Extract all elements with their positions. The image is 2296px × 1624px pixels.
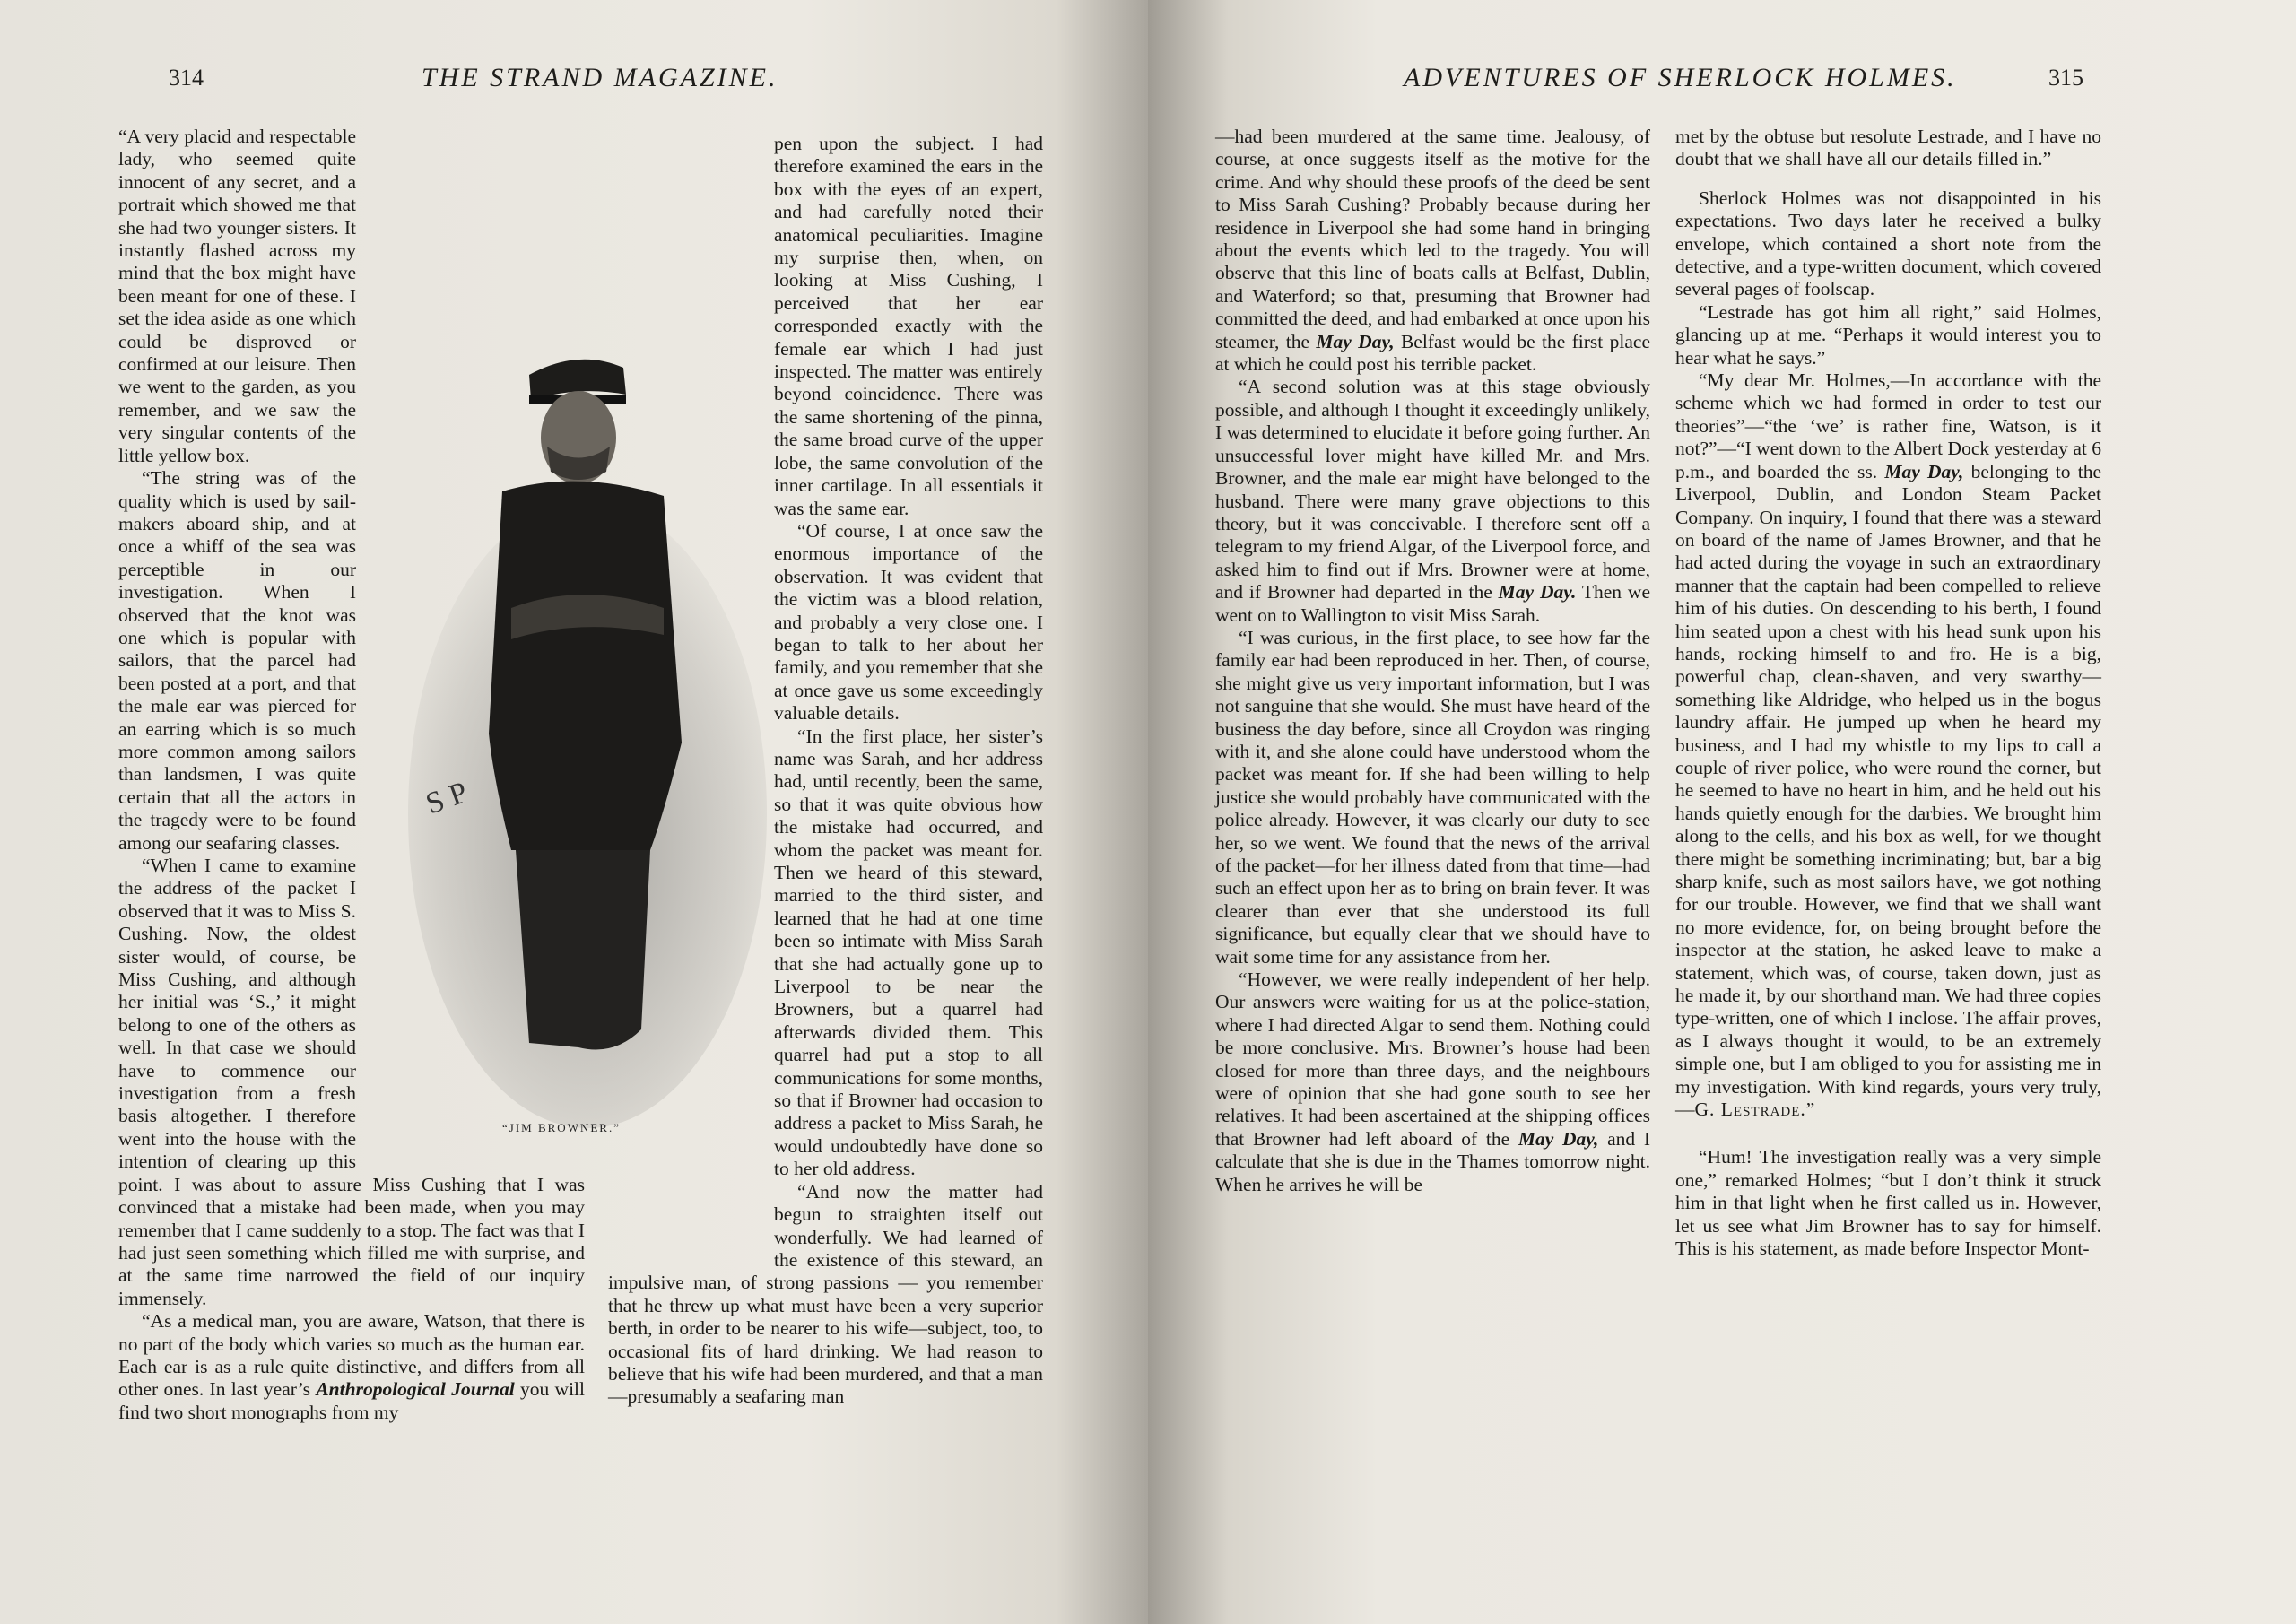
paragraph: “In the first place, her sister’s name was Sarah, and her address had, until recently, been the same, so that it was quite obvious how the mistake had occurred, and whom the packet was meant for. Then we heard of this steward, married to the third sister, and learned that he had at one time been so intimate with Miss Sarah that she had actually gone up to Liverpool to be near the Browners, but a quarrel had afterwards divided them. This quarrel had put a stop to all communications for some months, so that if Browner had occasion to address a packet to Miss Sarah, he would undoubtedly have done so to her old address. xyxy=(774,725,1043,1180)
text-run: “My dear Mr. Holmes,—In accordance with the scheme which we had formed in order to test our theories”—“the ‘we’ is rather fine, Watson, is it not?”—“I went down to the Albert Dock yesterday at 6 p.m., and boarded the ss. xyxy=(1675,369,2101,482)
right-column-1 xyxy=(1215,126,1650,1196)
ship-name: May Day, xyxy=(1884,460,1964,482)
paragraph xyxy=(1215,376,1650,626)
paragraph xyxy=(1215,968,1650,1196)
paragraph: “A very placid and respectable lady, who seemed quite innocent of any secret, and a portrait which showed me that she had two younger sisters. It instantly flashed across my mind that the box might have been meant for one of these. I set the idea aside as one which could be disproved or confirmed at our leisure. Then we went to the garden, as you remember, and we saw the very singular contents of the little yellow box. xyxy=(118,126,356,466)
right-page xyxy=(1148,0,2296,1624)
text-run: —had been murdered at the same time. Jealousy, of course, at once suggests itself as the motive for the crime. And why should these proofs of the deed be sent to Miss Sarah Cushing? Probably because during her residence in Liverpool she had some hand in bringing about the events which led to the tragedy. You will observe that this line of boats calls at Belfast, Dublin, and Waterford; so that, presuming that Browner had committed the deed, and had embarked at once upon his steamer, the xyxy=(1215,126,1650,352)
paragraph: “Hum! The investigation really was a very simple one,” remarked Holmes; “but I don’t think it struck him in that light when he first called us in. However, let us see what Jim Browner has to say for himself. This is his statement, as made before Inspector Mont- xyxy=(1675,1146,2101,1260)
paragraph xyxy=(1675,369,2101,1121)
paragraph: “And now the matter had begun to straighten itself out wonderfully. We had learned of the existence of this steward, an impulsive man, of strong passions — you remember that he threw up what must have been a very superior berth, in order to be nearer to his wife—subject, too, to occasional fits of hard drinking. We had reason to believe that his wife had been murdered, and that a man—presumably a seafaring man xyxy=(608,1180,1043,1408)
paragraph: Sherlock Holmes was not disappointed in his expectations. Two days later he received a bulky envelope, which contained a short note from the detective, and a type-written document, which covered several pages of foolscap. xyxy=(1675,187,2101,300)
artist-signature: S P xyxy=(422,775,473,821)
text-run: Then we went on to Wallington to visit Miss Sarah. xyxy=(1215,581,1651,626)
text-run: Belfast would be the first place at which he could post his terrible packet. xyxy=(1215,330,1650,376)
illustration-caption: “JIM BROWNER.” xyxy=(502,1121,621,1134)
paragraph xyxy=(1215,126,1650,376)
right-column-2 xyxy=(1675,126,2101,1261)
ship-name: May Day, xyxy=(1316,330,1395,352)
coat-shape xyxy=(489,482,682,850)
left-running-head: THE STRAND MAGAZINE. xyxy=(422,63,778,92)
legs-shape xyxy=(516,850,650,1050)
paragraph: “Of course, I at once saw the enormous importance of the observation. It was evident that the victim was a blood relation, and probably a very close one. I began to talk to her about her family, and you remember that she at once gave us some exceedingly valuable details. xyxy=(774,519,1043,725)
text-run: “However, we were really independent of her help. Our answers were waiting for us at the police-station, where I had directed Algar to send them. Nothing could be more conclusive. Mrs. Browner’s house had been closed for more than three days, and the neighbours were of opinion that she had gone south to see her relatives. It had been ascertained at the shipping offices that Browner had left aboard of the xyxy=(1215,968,1650,1150)
paragraph: pen upon the subject. I had therefore examined the ears in the box with the eyes of an expert, and had carefully noted their anatomical peculiarities. Imagine my surprise then, when, on looking at Miss Cushing, I perceived that her ear corresponded exactly with the female ear which I had just inspected. The matter was entirely beyond coincidence. There was the same shortening of the pinna, the same broad curve of the upper lobe, the same convolution of the inner cartilage. In all essentials it was the same ear. xyxy=(774,133,1043,519)
text-run: belonging to the Liverpool, Dublin, and London Steam Packet Company. On inquiry, I found that there was a steward on board of the name of James Browner, and that he had acted during the voyage in such an extraordinary manner that the captain had been compelled to relieve him of his duties. On descending to his berth, I found him seated upon a chest with his head sunk upon his hands, rocking himself to and fro. He is a big, powerful chap, clean-shaven, and very swarthy—something like Aldridge, who helped us in the bogus laundry affair. He jumped up when he heard my business, and I had my whistle to my lips to call a couple of river police, who were round the corner, but he seemed to have no heart in him, and he held out his hands quietly enough for the darbies. We brought him along to the cells, and his box as well, for we thought there might be something incriminating; but, bar a big sharp knife, such as most sailors have, we got nothing for our trouble. However, we find that we shall want no more evidence, for, on being brought before the inspector at the station, he asked leave to make a statement, which was, of course, taken down, just as he made it, by our shorthand man. We had three copies type-written, one of which I inclose. The affair proves, as I always thought it would, to be an extremely simple one, but I am obliged to you for assisting me in my investigation. With kind regards, yours very truly,— xyxy=(1675,460,2101,1121)
paragraph: met by the obtuse but resolute Lestrade, and I have no doubt that we shall have all our details filled in.” xyxy=(1675,126,2101,170)
ship-name: May Day, xyxy=(1518,1127,1599,1150)
paragraph: “The string was of the quality which is used by sail-makers aboard ship, and at once a whiff of the sea was perceptible in our investigation. When I observed that the knot was one which is popular with sailors, that the parcel had been posted at a port, and that the male ear was pierced for an earring which is so much more common among sailors than landsmen, I was quite certain that all the actors in the tragedy were to be found among our seafaring classes. xyxy=(118,467,356,854)
left-page-number: 314 xyxy=(169,65,204,91)
right-running-head: ADVENTURES OF SHERLOCK HOLMES. xyxy=(1404,63,1957,92)
journal-title: Anthropological Journal xyxy=(316,1378,515,1401)
paragraph xyxy=(118,1310,585,1424)
text-run: “A second solution was at this stage obviously possible, and although I thought it exceedingly unlikely, I was determined to elucidate it before going further. An unsuccessful lover might have killed Mr. and Mrs. Browner, and the male ear might have belonged to the husband. There were many grave objections to this theory, but it was conceivable. I therefore sent off a telegram to my friend Algar, of the Liverpool force, and asked him to find out if Mrs. Browner were at home, and if Browner had departed in the xyxy=(1215,376,1650,604)
signature-name: G. Lestrade. xyxy=(1694,1099,1806,1121)
text-run: and I calculate that she is due in the Thames tomorrow night. When he arrives he will be xyxy=(1215,1127,1651,1195)
paragraph: “Lestrade has got him all right,” said Holmes, glancing up at me. “Perhaps it would interest you to hear what he says.” xyxy=(1675,300,2101,369)
jim-browner-illustration xyxy=(395,312,780,1128)
text-run: you will find two short monographs from my xyxy=(118,1378,585,1423)
right-page-number: 315 xyxy=(2048,65,2083,91)
text-run: ” xyxy=(1805,1099,1815,1121)
text-run: “As a medical man, you are aware, Watson, that there is no part of the body which varies so much as the human ear. Each ear is as a rule quite distinctive, and differs from all other ones. In last year’s xyxy=(118,1310,585,1401)
paragraph: “I was curious, in the first place, to see how far the family ear had been reproduced in her. Then, of course, she might give us very important information, but I was not sanguine that she would. She must have heard of the business the day before, since all Croydon was ringing with it, and she alone could have understood whom the packet was meant for. If she had been willing to help justice she would probably have communicated with the police already. However, it was clearly our duty to see her, so we went. We found that the news of the arrival of the packet—for her illness dated from that time—had such an effect upon her as to bring on brain fever. It was clearer than ever that she understood its full significance, but equally clear that we should have to wait some time for any assistance from her. xyxy=(1215,626,1650,968)
paragraph: “When I came to examine the address of the packet I observed that it was to Miss S. Cushing. Now, the oldest sister would, of course, be Miss Cushing, and although her initial was ‘S.,’ it might belong to one of the others as well. In that case we should have to commence our investigation from a fresh basis altogether. I therefore went into the house with the intention of clearing up this point. I was about to assure Miss Cushing that I was convinced that a mistake had been made, when you may remember that I came suddenly to a stop. The fact was that I had just seen something which filled me with surprise, and at the same time narrowed the field of our inquiry immensely. xyxy=(118,855,585,1309)
ship-name: May Day. xyxy=(1498,581,1577,604)
